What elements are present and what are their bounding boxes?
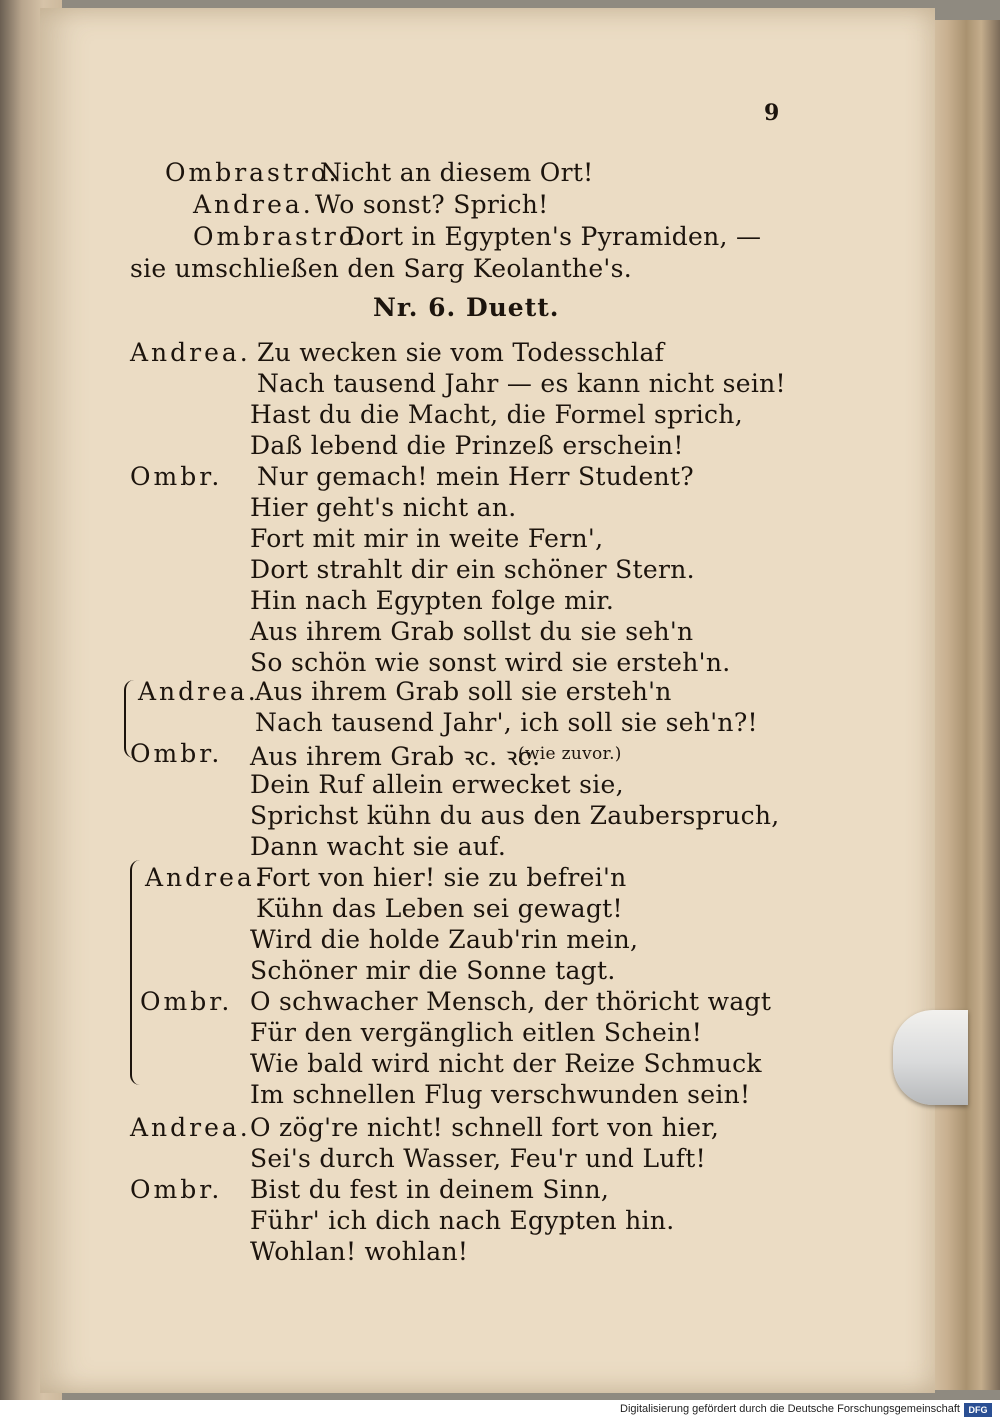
verse-line: O schwacher Mensch, der thöricht wagt [250,987,772,1016]
page-tab-marker [893,1010,968,1105]
verse-line: Hin nach Egypten folge mir. [250,586,615,615]
intro-text-3: Dort in Egypten's Pyramiden, — [345,222,762,251]
speaker-ombr-4: Ombr. [130,1175,223,1204]
verse-line: Aus ihrem Grab ꝛc. ꝛc. [250,742,541,771]
verse-line: Nach tausend Jahr — es kann nicht sein! [257,369,786,398]
verse-line: Sei's durch Wasser, Feu'r und Luft! [250,1144,706,1173]
page-number: 9 [764,100,780,126]
duet-brace-2 [130,860,142,1085]
verse-line: Dort strahlt dir ein schöner Stern. [250,555,695,584]
book-right-edge [925,20,1000,1390]
speaker-ombr-3: Ombr. [140,987,233,1016]
dfg-logo: DFG [964,1403,992,1417]
verse-line: Wird die holde Zaub'rin mein, [250,925,639,954]
speaker-andrea-1: Andrea. [130,338,251,367]
verse-line: Zu wecken sie vom Todesschlaf [257,338,665,367]
intro-speaker-2: Andrea. [193,190,314,219]
verse-line: Dein Ruf allein erwecket sie, [250,770,624,799]
verse-line: Sprichst kühn du aus den Zauberspruch, [250,801,780,830]
intro-text-4: sie umschließen den Sarg Keolanthe's. [130,254,632,283]
verse-line: Für den vergänglich eitlen Schein! [250,1018,703,1047]
speaker-andrea-4: Andrea. [130,1113,251,1142]
section-heading: Nr. 6. Duett. [373,293,560,322]
verse-line: Hier geht's nicht an. [250,493,517,522]
verse-line: Im schnellen Flug verschwunden sein! [250,1080,751,1109]
verse-line: Kühn das Leben sei gewagt! [256,894,623,923]
footer-bar [0,1400,1000,1421]
speaker-ombr-2: Ombr. [130,739,223,768]
verse-line: Schöner mir die Sonne tagt. [250,956,616,985]
verse-line: Aus ihrem Grab soll sie ersteh'n [255,677,672,706]
verse-line: Fort mit mir in weite Fern', [250,524,604,553]
footer-credit: Digitalisierung gefördert durch die Deutsche Forschungsgemeinschaft [620,1403,960,1415]
speaker-ombr-1: Ombr. [130,462,223,491]
verse-line: O zög're nicht! schnell fort von hier, [250,1113,720,1142]
speaker-andrea-2: Andrea. [138,677,259,706]
verse-line: Fort von hier! sie zu befrei'n [256,863,627,892]
speaker-andrea-3: Andrea. [145,863,266,892]
intro-text-2: Wo sonst? Sprich! [315,190,549,219]
verse-line: So schön wie sonst wird sie ersteh'n. [250,648,731,677]
verse-line: Wohlan! wohlan! [250,1237,469,1266]
verse-line: Nur gemach! mein Herr Student? [257,462,694,491]
verse-line: Dann wacht sie auf. [250,832,507,861]
verse-line: Führ' ich dich nach Egypten hin. [250,1206,675,1235]
verse-line: Wie bald wird nicht der Reize Schmuck [250,1049,762,1078]
intro-speaker-3: Ombrastro. [193,222,368,251]
stage-direction: (wie zuvor.) [518,744,622,764]
verse-line: Nach tausend Jahr', ich soll sie seh'n?! [255,708,758,737]
verse-line: Daß lebend die Prinzeß erschein! [250,431,684,460]
intro-speaker-1: Ombrastro. [165,158,340,187]
verse-line: Aus ihrem Grab sollst du sie seh'n [250,617,694,646]
verse-line: Hast du die Macht, die Formel sprich, [250,400,743,429]
verse-line: Bist du fest in deinem Sinn, [250,1175,610,1204]
intro-text-1: Nicht an diesem Ort! [320,158,594,187]
